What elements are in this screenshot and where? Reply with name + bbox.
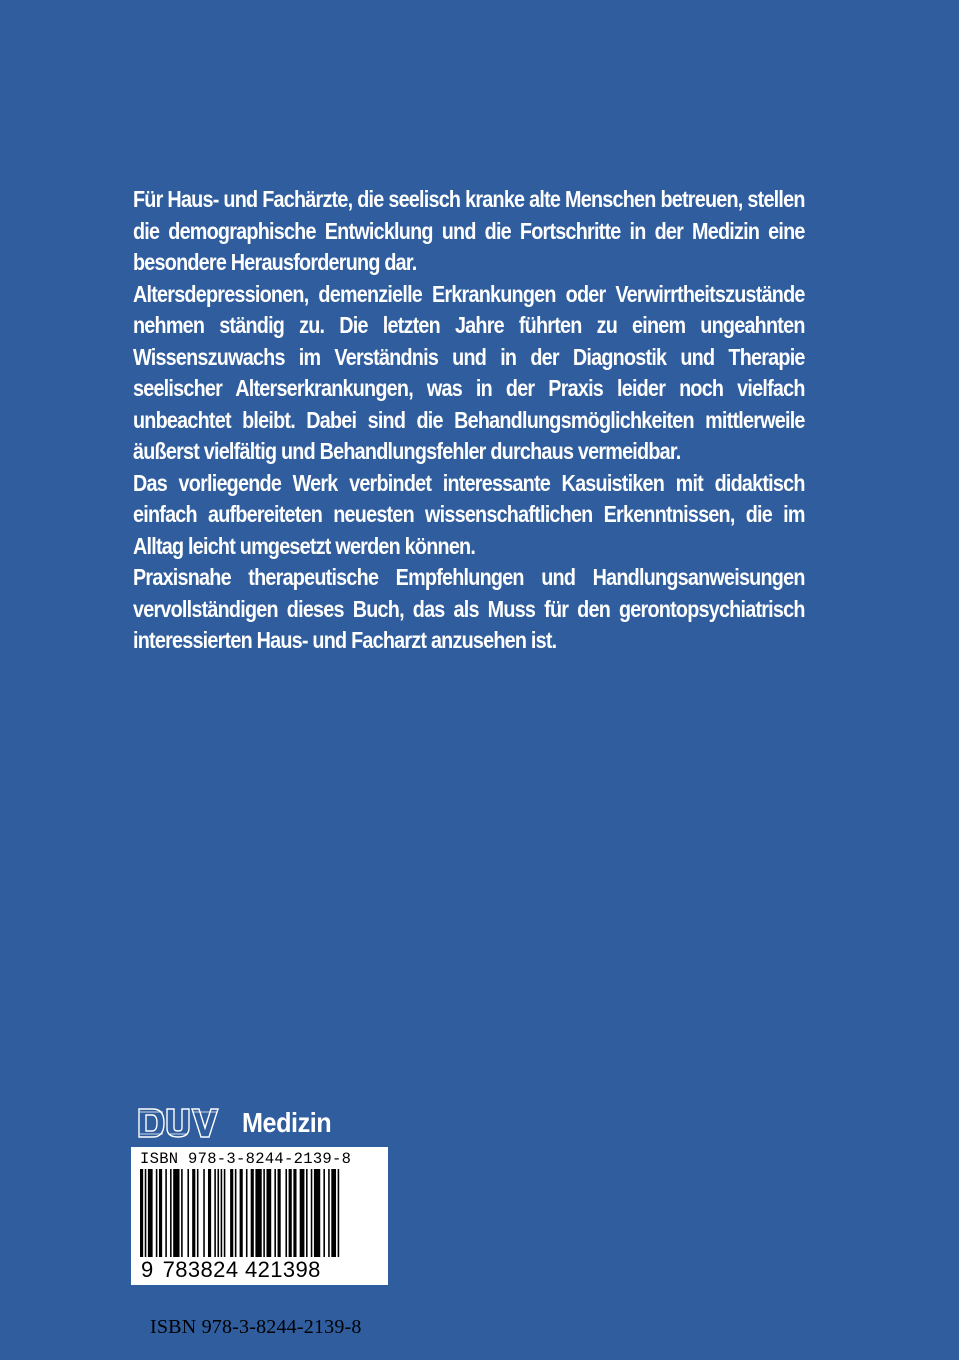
blurb-paragraph-1: Für Haus- und Fachärzte, die seelisch kranke alte Menschen betreuen, stellen die demographische Entwicklung und die Fortschritte in der Medizin eine besondere Herausforderung dar. — [133, 186, 805, 275]
blurb-text — [133, 184, 805, 657]
barcode-isbn-label: ISBN 978-3-8244-2139-8 — [140, 1150, 352, 1168]
barcode-digits — [141, 1257, 321, 1283]
barcode-lead-digit: 9 — [141, 1257, 154, 1282]
barcode-digit-groups: 783824 421398 — [162, 1257, 321, 1282]
isbn-barcode — [131, 1147, 388, 1285]
duv-logo-icon — [137, 1106, 221, 1140]
blurb-paragraph-4: Praxisnahe therapeutische Empfehlungen und Handlungsanweisungen vervollständigen dieses Buch, das als Muss für den gerontopsychiatrisch interessierten Haus- und Facharzt anzusehen ist. — [133, 564, 805, 653]
barcode-bars-icon — [139, 1169, 381, 1261]
blurb-paragraph-2: Altersdepressionen, demenzielle Erkrankungen oder Verwirrtheitszustände nehmen ständig zu. Die letzten Jahre führten zu einem ungeahnten Wissenszuwachs im Verständnis und in der Diagnostik und Therapie seelischer Alterserkrankungen, was in der Praxis leider noch vielfach unbeachtet bleibt. Dabei sind die Behandlungsmöglichkeiten mittlerweile äußerst vielfältig und Behandlungsfehler durchaus vermeidbar. — [133, 280, 805, 464]
isbn-footer: ISBN 978-3-8244-2139-8 — [150, 1316, 362, 1338]
publisher-label: Medizin — [242, 1107, 332, 1138]
blurb-paragraph-3: Das vorliegende Werk verbindet interessante Kasuistiken mit didaktisch einfach aufbereiteten neuesten wissenschaftlichen Erkenntnissen, die im Alltag leicht umgesetzt werden können. — [133, 469, 805, 559]
publisher-imprint — [137, 1103, 341, 1143]
